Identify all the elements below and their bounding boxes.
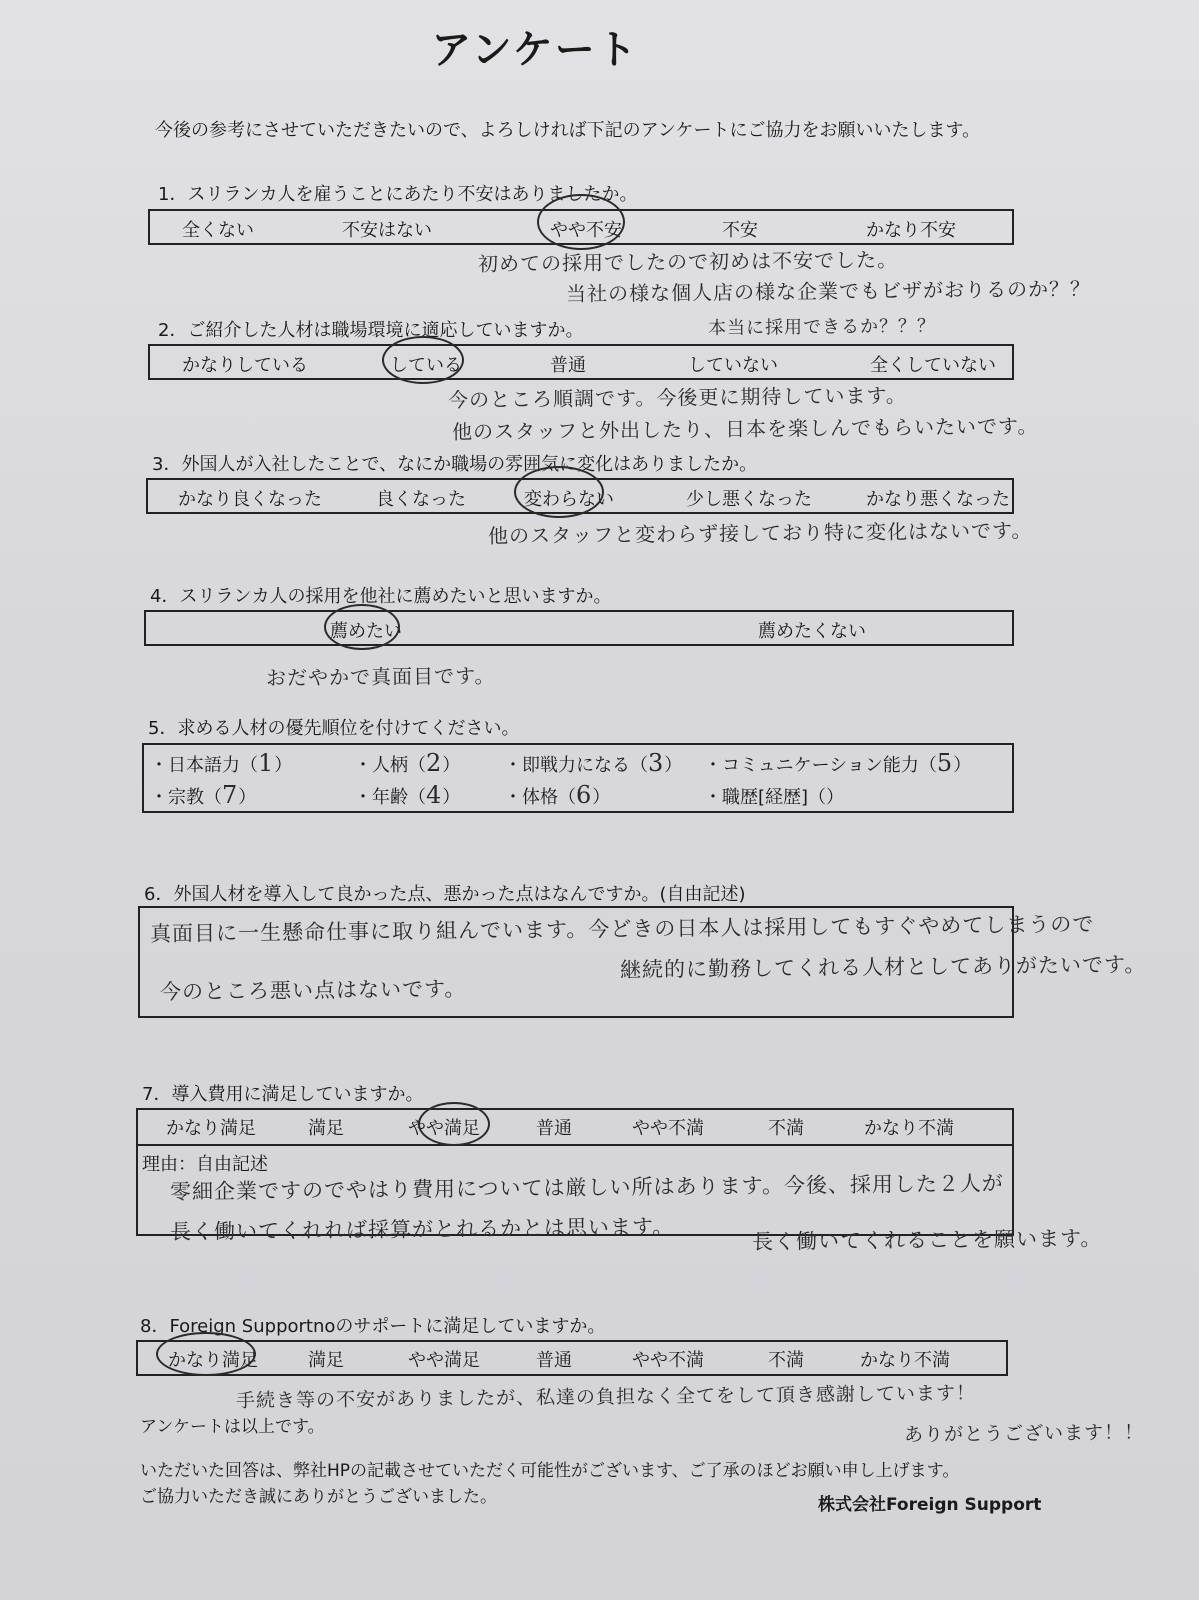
q5-question: 5．求める人材の優先順位を付けてください。 (148, 718, 520, 739)
q4-options-box (144, 610, 1014, 646)
q5-priority-box (142, 743, 1014, 813)
q7-option: 不満 (768, 1118, 804, 1139)
q8-selection-circle (156, 1332, 256, 1376)
page-title: アンケート (431, 27, 639, 73)
q8-options-box (136, 1340, 1008, 1376)
footer-line: アンケートは以上です。 (140, 1417, 325, 1437)
q6-question: 6．外国人材を導入して良かった点、悪かった点はなんですか。(自由記述) (144, 884, 746, 905)
q3-option: 少し悪くなった (686, 489, 812, 510)
q8-option: やや満足 (408, 1350, 480, 1371)
q5-priority-item: ・日本語力（1） (150, 749, 293, 777)
q2-handwritten-note: 他のスタッフと外出したり、日本を楽しんでもらいたいです。 (451, 413, 1039, 444)
q1-option: 全くない (182, 220, 254, 241)
q5-priority-item: ・年齢（4） (354, 781, 461, 809)
q7-reason-label: 理由：自由記述 (142, 1154, 268, 1175)
footer-line: ご協力いただき誠にありがとうございました。 (140, 1487, 497, 1507)
q7-option: やや満足 (408, 1118, 480, 1139)
q5-priority-item: ・職歴[経歴]（） (704, 787, 845, 808)
q3-option: かなり良くなった (178, 489, 322, 510)
q2-option: している (390, 355, 462, 376)
q5-priority-item: ・コミュニケーション能力（5） (704, 749, 972, 777)
q5-priority-item: ・体格（6） (504, 781, 611, 809)
q7-option: 普通 (536, 1118, 572, 1139)
q4-option: 薦めたくない (758, 621, 866, 642)
q3-option: 良くなった (376, 489, 466, 510)
q2-handwritten-note: 今のところ順調です。今後更に期待しています。 (447, 383, 907, 412)
q8-option: 普通 (536, 1350, 572, 1371)
q7-handwritten-note: 長く働いてくれることを願います。 (751, 1226, 1103, 1254)
company-name: 株式会社Foreign Support (818, 1495, 1042, 1515)
q7-option: 満足 (308, 1118, 344, 1139)
q7-divider (138, 1144, 1012, 1146)
q2-selection-circle (382, 336, 464, 384)
q1-option: 不安 (722, 220, 758, 241)
footer-line: いただいた回答は、弊社HPの記載させていただく可能性がございます、ご了承のほどお願い申し上げます。 (140, 1461, 960, 1481)
q1-question: 1．スリランカ人を雇うことにあたり不安はありましたか。 (158, 184, 638, 205)
q1-option: 不安はない (342, 220, 432, 241)
q8-handwritten-note: 手続き等の不安がありましたが、私達の負担なく全てをして頂き感謝しています！ (235, 1382, 977, 1412)
q2-question: 2．ご紹介した人材は職場環境に適応していますか。 (158, 320, 584, 341)
q1-option: やや不安 (550, 220, 622, 241)
q1-handwritten-note: 初めての採用でしたので初めは不安でした。 (477, 247, 899, 276)
q6-handwritten-note: 今のところ悪い点はないです。 (159, 976, 467, 1004)
q8-option: やや不満 (632, 1350, 704, 1371)
q4-question: 4．スリランカ人の採用を他社に薦めたいと思いますか。 (150, 586, 612, 607)
q5-priority-item: ・人柄（2） (354, 749, 461, 777)
q8-option: 満足 (308, 1350, 344, 1371)
q7-option: かなり不満 (864, 1118, 954, 1139)
q2-options-box (148, 344, 1014, 380)
q4-selection-circle (324, 604, 400, 650)
intro-text: 今後の参考にさせていただきたいので、よろしければ下記のアンケートにご協力をお願いいたします。 (155, 120, 981, 141)
q5-priority-item: ・宗教（7） (150, 781, 257, 809)
q3-option: かなり悪くなった (866, 489, 1010, 510)
q6-handwritten-note: 継続的に勤務してくれる人材としてありがたいです。 (619, 952, 1147, 982)
q8-option: かなり満足 (168, 1350, 258, 1371)
q2-option: していない (688, 355, 778, 376)
q7-selection-circle (418, 1102, 490, 1146)
q7-option: かなり満足 (166, 1118, 256, 1139)
q1-handwritten-note: 本当に採用できるか？？？ (707, 315, 937, 339)
q5-priority-item: ・即戦力になる（3） (504, 749, 683, 777)
q2-option: かなりしている (182, 355, 308, 376)
q2-option: 全くしていない (870, 355, 996, 376)
q8-question: 8．Foreign Supportnoのサポートに満足していますか。 (140, 1316, 606, 1337)
q3-question: 3．外国人が入社したことで、なにか職場の雰囲気に変化はありましたか。 (152, 454, 758, 475)
q8-option: 不満 (768, 1350, 804, 1371)
q3-selection-circle (514, 466, 604, 518)
q4-handwritten-note: おだやかで真面目です。 (265, 663, 496, 690)
q4-option: 薦めたい (330, 621, 402, 642)
q7-option: やや不満 (632, 1118, 704, 1139)
q8-option: かなり不満 (860, 1350, 950, 1371)
q1-handwritten-note: 当社の様な個人店の様な企業でもビザがおりるのか？？ (565, 276, 1092, 306)
q8-handwritten-note: ありがとうございます！！ (903, 1421, 1145, 1446)
q2-option: 普通 (550, 355, 586, 376)
q7-handwritten-note: 長く働いてくれれば採算がとれるかとは思います。 (169, 1214, 675, 1244)
q7-handwritten-note: 零細企業ですのでやはり費用については厳しい所はあります。今後、採用した２人が (169, 1171, 1004, 1204)
q3-option: 変わらない (524, 489, 614, 510)
q7-question: 7．導入費用に満足していますか。 (142, 1084, 424, 1105)
q3-handwritten-note: 他のスタッフと変わらず接しており特に変化はないです。 (487, 518, 1033, 548)
q1-selection-circle (537, 194, 625, 250)
q1-option: かなり不安 (866, 220, 956, 241)
q6-handwritten-note: 真面目に一生懸命仕事に取り組んでいます。今どきの日本人は採用してもすぐやめてしまうので (149, 912, 1095, 946)
